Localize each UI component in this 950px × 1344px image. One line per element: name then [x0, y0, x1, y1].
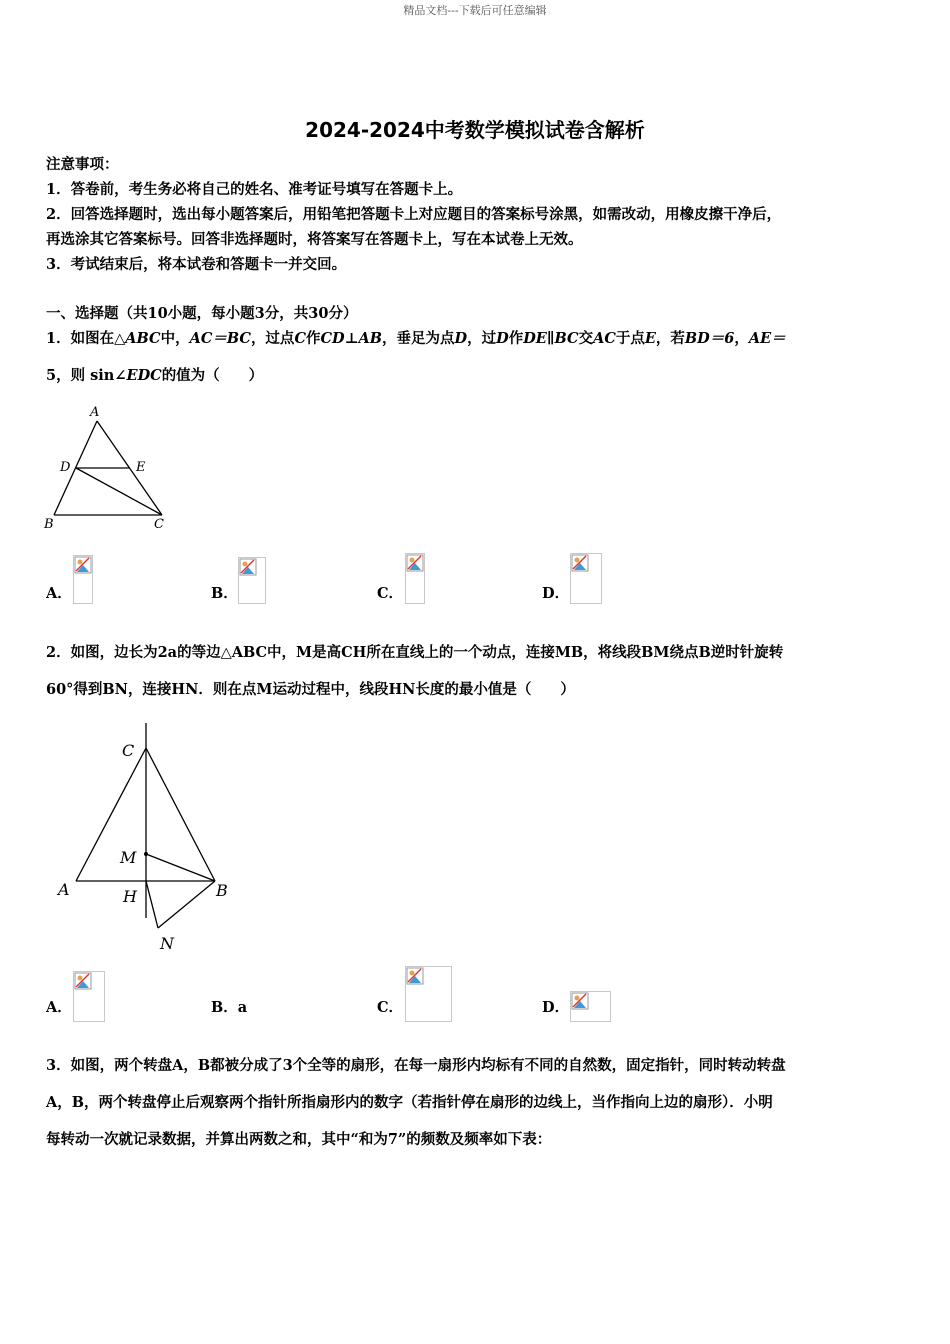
- q1-label-a: A: [90, 405, 100, 420]
- q1-text: 作: [305, 330, 321, 347]
- q1-option-b-image: [238, 557, 266, 604]
- q2-label-c: C: [122, 741, 135, 760]
- q1-condition: BD＝6: [684, 330, 735, 347]
- q1-text: ，垂足为点: [382, 330, 455, 347]
- broken-image-icon: [571, 554, 589, 572]
- q1-point: D: [496, 330, 509, 347]
- q2-line-1: 2．如图，边长为2a的等边△ABC中，M是高CH所在直线上的一个动点，连接MB，将线段BM绕点B逆时针旋转: [46, 644, 784, 661]
- q2-option-d[interactable]: D．: [542, 999, 570, 1016]
- q1-text: 的值为（ ）: [161, 367, 264, 384]
- q1-condition: CD⊥AB: [320, 330, 383, 347]
- q3-line-2: A，B，两个转盘停止后观察两个指针所指扇形内的数字（若指针停在扇形的边线上，当作指向上边的扇形）．小明: [46, 1094, 773, 1111]
- q1-text: ，: [734, 330, 749, 347]
- q1-option-a[interactable]: A．: [46, 585, 72, 602]
- broken-image-icon: [406, 967, 424, 985]
- q1-label-c: C: [154, 517, 164, 532]
- q2-segment-hn: [146, 881, 158, 928]
- section-heading: 一、选择题（共10小题，每小题3分，共30分）: [46, 305, 358, 322]
- q2-option-a-image: [73, 971, 105, 1022]
- q1-option-a-image: [73, 555, 93, 604]
- q1-triangle-name: ABC: [125, 330, 161, 347]
- q2-line-2: 60°得到BN，连接HN．则在点M运动过程中，线段HN长度的最小值是（ ）: [46, 681, 575, 698]
- q2-option-b[interactable]: B．a: [211, 999, 248, 1016]
- note-1: 1．答卷前，考生务必将自己的姓名、准考证号填写在答题卡上。: [46, 181, 463, 198]
- q1-text: ，过点: [250, 330, 295, 347]
- q1-label-e: E: [136, 460, 146, 475]
- q2-figure: [50, 718, 240, 958]
- q1-option-c[interactable]: C．: [377, 585, 404, 602]
- q1-text: ，过: [467, 330, 497, 347]
- q1-line-1: [46, 327, 786, 348]
- q1-condition: AE＝: [748, 330, 786, 347]
- page-title: 2024-2024中考数学模拟试卷含解析: [305, 118, 645, 142]
- q1-option-d[interactable]: D．: [542, 585, 570, 602]
- q2-label-h: H: [123, 887, 137, 906]
- q1-condition: DE∥BC: [523, 330, 579, 347]
- note-3: 3．考试结束后，将本试卷和答题卡一并交回。: [46, 256, 347, 273]
- q1-line-2: [46, 364, 263, 385]
- q3-line-1: 3．如图，两个转盘A，B都被分成了3个全等的扇形，在每一扇形内均标有不同的自然数，固定指针，同时转动转盘: [46, 1057, 786, 1074]
- q2-label-m: M: [120, 848, 137, 867]
- q1-option-d-image: [570, 553, 602, 604]
- q2-label-n: N: [160, 934, 174, 953]
- broken-image-icon: [74, 556, 92, 574]
- q1-segment: AC: [593, 330, 616, 347]
- notes-heading: 注意事项：: [46, 156, 119, 173]
- broken-image-icon: [406, 554, 424, 572]
- note-2a: 2．回答选择题时，选出每小题答案后，用铅笔把答题卡上对应题目的答案标号涂黑，如需改动，用橡皮擦干净后，: [46, 206, 782, 223]
- q1-condition: AC＝BC: [189, 330, 251, 347]
- q1-angle: EDC: [126, 367, 162, 384]
- q2-option-c[interactable]: C．: [377, 999, 404, 1016]
- q1-text: 5，则 sin∠: [46, 367, 127, 384]
- q2-point-m: [144, 852, 148, 856]
- q1-point: C: [294, 330, 306, 347]
- q2-option-a[interactable]: A．: [46, 999, 72, 1016]
- broken-image-icon: [239, 558, 257, 576]
- broken-image-icon: [74, 972, 92, 990]
- q3-line-3: 每转动一次就记录数据，并算出两数之和，其中“和为7”的频数及频率如下表：: [46, 1131, 552, 1148]
- q1-point: D: [454, 330, 468, 347]
- q1-label-d: D: [60, 460, 71, 475]
- page-header: 精品文档---下载后可任意编辑: [403, 4, 547, 17]
- q1-text: 于点: [615, 330, 645, 347]
- q1-text: 作: [508, 330, 524, 347]
- q2-segment-cb: [146, 748, 215, 881]
- q2-label-b: B: [216, 881, 228, 900]
- q1-figure: [40, 400, 180, 535]
- q1-segment-dc: [76, 468, 162, 515]
- q1-text: 中，: [160, 330, 190, 347]
- note-2b: 再选涂其它答案标号。回答非选择题时，将答案写在答题卡上，写在本试卷上无效。: [46, 231, 583, 248]
- q1-point: E: [644, 330, 656, 347]
- q1-label-b: B: [44, 517, 54, 532]
- q1-text: 交: [578, 330, 594, 347]
- q2-option-c-image: [405, 966, 452, 1022]
- broken-image-icon: [571, 992, 589, 1010]
- q2-option-d-image: [570, 991, 611, 1022]
- q1-option-c-image: [405, 553, 425, 604]
- q1-option-b[interactable]: B．: [211, 585, 238, 602]
- q1-text: ，若: [655, 330, 685, 347]
- q2-label-a: A: [58, 880, 70, 899]
- q2-segment-bn: [158, 881, 215, 928]
- q2-segment-mb: [146, 854, 215, 881]
- q1-text: 1．如图在△: [46, 330, 126, 347]
